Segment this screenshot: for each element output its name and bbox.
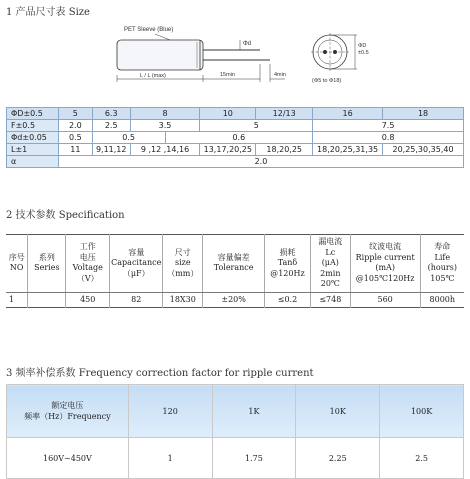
spec-cell-leakage: ≤748 [310, 292, 350, 307]
spec-header-tolerance: 容量偏差 Tolerance [203, 235, 265, 293]
spec-header-size: 尺寸 size （mm） [163, 235, 203, 293]
diameter-range-label: (Φ5 to Φ18) [312, 78, 342, 84]
table-row [7, 438, 464, 479]
spec-cell-tan-delta: ≤0.2 [265, 292, 311, 307]
table-cell: 12/13 [256, 108, 313, 120]
table-cell: 18,20,25 [256, 144, 313, 156]
spec-cell-life: 8000h [429, 295, 456, 304]
row-label: F±0.5 [7, 120, 59, 132]
table-cell: 20,25,30,35,40 [383, 144, 464, 156]
spec-header-row [6, 235, 464, 293]
spec-cell-ripple: 560 [350, 292, 420, 307]
frequency-header-cell: 100K [380, 385, 464, 438]
section-3-title: 3 频率补偿系数 Frequency correction factor for ripple current [6, 368, 314, 379]
table-cell: 2.0 [58, 120, 92, 132]
table-row [6, 292, 464, 307]
frequency-header-row [7, 385, 464, 438]
spec-cell-no: 1 [6, 292, 28, 307]
frequency-header-label: 额定电压 频率（Hz）Frequency [7, 385, 129, 438]
capacitor-body [117, 40, 203, 70]
row-label: ΦD±0.5 [7, 108, 59, 120]
size-table [6, 107, 464, 168]
lead-offset-label: 4min [274, 72, 286, 78]
frequency-factor-cell: 2.25 [296, 438, 380, 479]
spec-header-life: 寿命 Life (hours) 105℃ [420, 235, 464, 293]
frequency-row-label: 160V~450V [7, 438, 129, 479]
spec-header-no: 序号 NO [6, 235, 28, 293]
spec-header-capacitance: 容量 Capacitance （μF） [110, 235, 163, 293]
frequency-header-cell: 120 [128, 385, 212, 438]
frequency-header-cell: 1K [212, 385, 296, 438]
frequency-factor-cell: 1 [128, 438, 212, 479]
length-label: L / L (max) [140, 73, 166, 79]
diameter-label: ΦD [358, 43, 367, 49]
size-row-alpha [7, 156, 464, 168]
section-2-title: 2 技术参数 Specification [6, 210, 125, 221]
spec-cell-capacitance: 82 [110, 292, 163, 307]
table-cell: 9,11,12 [92, 144, 130, 156]
size-row-pitch [7, 120, 464, 132]
spec-header-series: 系列 Series [28, 235, 66, 293]
row-label: L±1 [7, 144, 59, 156]
table-cell: 18,20,25,31,35 [313, 144, 383, 156]
row-label: Φd±0.05 [7, 132, 59, 144]
table-cell: 3.5 [130, 120, 200, 132]
size-row-lead-diameter [7, 132, 464, 144]
table-cell: 5 [200, 120, 313, 132]
frequency-factor-cell: 1.75 [212, 438, 296, 479]
size-row-diameter [7, 108, 464, 120]
lead-length-label: 15min [220, 72, 235, 78]
frequency-header-cell: 10K [296, 385, 380, 438]
table-cell: 6.3 [92, 108, 130, 120]
spec-header-leakage: 漏电流 Lc (μA) 2min 20℃ [310, 235, 350, 293]
spec-header-tan-delta: 损耗 Tanδ @120Hz [265, 235, 311, 293]
table-cell: 0.8 [313, 132, 464, 144]
spec-header-voltage: 工作 电压 Voltage （V） [66, 235, 110, 293]
table-cell: 8 [130, 108, 200, 120]
table-cell: 9 ,12 ,14,16 [130, 144, 200, 156]
spec-cell-voltage: 450 [66, 292, 110, 307]
spec-cell-series [28, 292, 66, 307]
frequency-table [6, 384, 464, 479]
size-row-length [7, 144, 464, 156]
section-1-title: 1 产品尺寸表 Size [6, 7, 90, 18]
table-cell: 0.5 [92, 132, 165, 144]
frequency-factor-cell: 2.5 [380, 438, 464, 479]
sleeve-label: PET Sleeve (Blue) [124, 27, 174, 33]
table-cell: 10 [200, 108, 256, 120]
table-cell: 7.5 [313, 120, 464, 132]
diameter-tolerance-label: ±0.5 [358, 50, 369, 56]
capacitor-dimension-drawing [0, 12, 470, 92]
table-cell: 13,17,20,25 [200, 144, 256, 156]
table-cell: 18 [383, 108, 464, 120]
table-cell: 5 [58, 108, 92, 120]
table-cell: 0.6 [165, 132, 313, 144]
table-cell: 2.5 [92, 120, 130, 132]
table-cell: 16 [313, 108, 383, 120]
spec-header-ripple: 纹波电流 Ripple current (mA) @105℃120Hz [350, 235, 420, 293]
spec-table [6, 234, 464, 308]
spec-cell-tolerance: ±20% [203, 292, 265, 307]
row-label: α [7, 156, 59, 168]
lead-diameter-label: Φd [243, 41, 252, 47]
table-cell: 2.0 [58, 156, 463, 168]
spec-cell-size: 18X30 [163, 292, 203, 307]
table-cell: 0.5 [58, 132, 92, 144]
table-cell: 11 [58, 144, 92, 156]
